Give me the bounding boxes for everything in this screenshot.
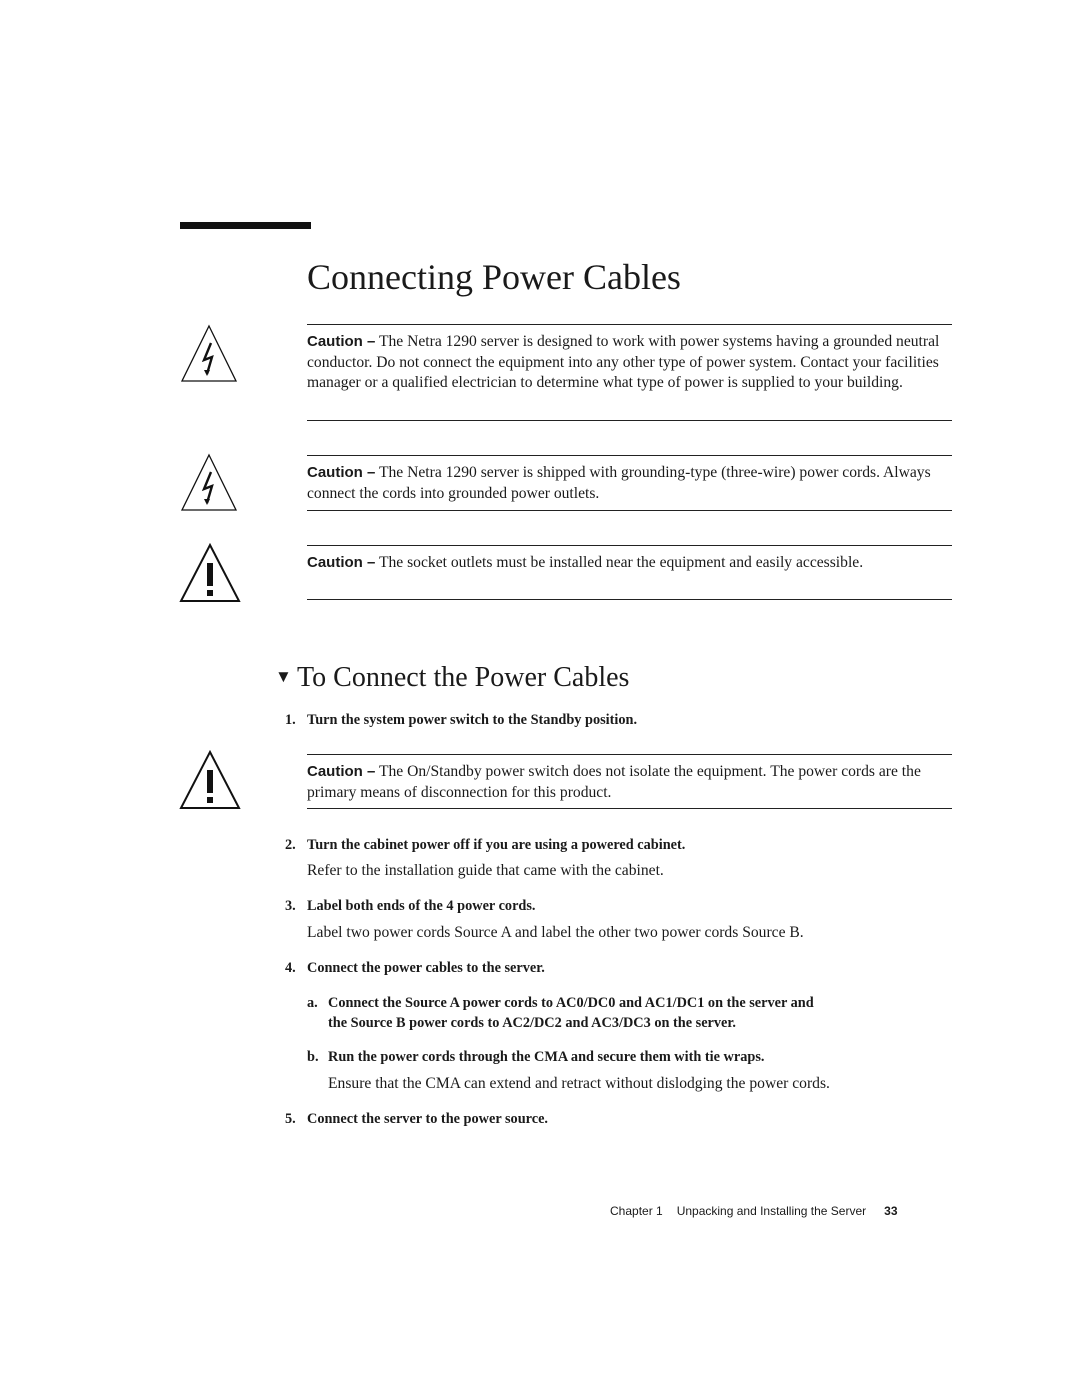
warning-exclamation-icon	[179, 750, 241, 810]
caution-bottom-rule	[307, 808, 952, 809]
caution-note	[307, 762, 952, 803]
step-1: 1. Turn the system power switch to the Standby position.	[285, 712, 638, 728]
caution-note	[307, 332, 952, 394]
step-2-body: Refer to the installation guide that came with the cabinet.	[307, 862, 664, 879]
caution-top-rule	[307, 545, 952, 546]
caution-text: The On/Standby power switch does not isolate the equipment. The power cords are the primary means of disconnection for this product.	[307, 763, 921, 801]
caution-text: The socket outlets must be installed near the equipment and easily accessible.	[378, 554, 864, 571]
substep-b-body: Ensure that the CMA can extend and retract without dislodging the power cords.	[328, 1075, 830, 1092]
substep-a: a. Connect the Source A power cords to AC0/DC0 and AC1/DC1 on the server and the Source B power cords to AC2/DC2 and AC3/DC3 on the server.	[307, 995, 814, 1031]
procedure-title: To Connect the Power Cables	[297, 662, 630, 693]
caution-text: The Netra 1290 server is designed to work with power systems having a grounded neutral conductor. Do not connect the equipment into any other type of power system. Contact your facilities manager or a qualified electrician to determine what type of power is supplied to your building.	[307, 333, 940, 391]
caution-bottom-rule	[307, 599, 952, 600]
step-3-body: Label two power cords Source A and label the other two power cords Source B.	[307, 924, 804, 941]
caution-label: Caution –	[307, 763, 376, 780]
electrical-hazard-icon	[180, 324, 238, 384]
caution-label: Caution –	[307, 554, 376, 571]
step-5: 5. Connect the server to the power source.	[285, 1111, 549, 1127]
page-title: Connecting Power Cables	[307, 257, 681, 297]
caution-top-rule	[307, 324, 952, 325]
procedure-heading	[275, 658, 629, 697]
caution-note	[307, 553, 952, 574]
footer-chapter: Chapter 1	[610, 1204, 663, 1218]
caution-top-rule	[307, 455, 952, 456]
page-number: 33	[884, 1204, 898, 1218]
substep-b: b. Run the power cords through the CMA and secure them with tie wraps.	[307, 1049, 765, 1065]
step-2: 2. Turn the cabinet power off if you are using a powered cabinet.	[285, 837, 686, 853]
caution-text: The Netra 1290 server is shipped with grounding-type (three-wire) power cords. Always connect the cords into grounded power outlets.	[307, 464, 931, 502]
caution-bottom-rule	[307, 420, 952, 421]
triangle-down-icon: ▼	[275, 667, 292, 686]
caution-label: Caution –	[307, 333, 376, 350]
caution-note	[307, 463, 952, 504]
page-footer	[610, 1204, 898, 1218]
caution-top-rule	[307, 754, 952, 755]
electrical-hazard-icon	[180, 453, 242, 513]
caution-label: Caution –	[307, 464, 376, 481]
footer-section: Unpacking and Installing the Server	[676, 1204, 867, 1218]
step-3: 3. Label both ends of the 4 power cords.	[285, 898, 536, 914]
step-4: 4. Connect the power cables to the server.	[285, 960, 545, 976]
chapter-rule	[180, 222, 311, 229]
warning-exclamation-icon	[179, 543, 241, 603]
caution-bottom-rule	[307, 510, 952, 511]
